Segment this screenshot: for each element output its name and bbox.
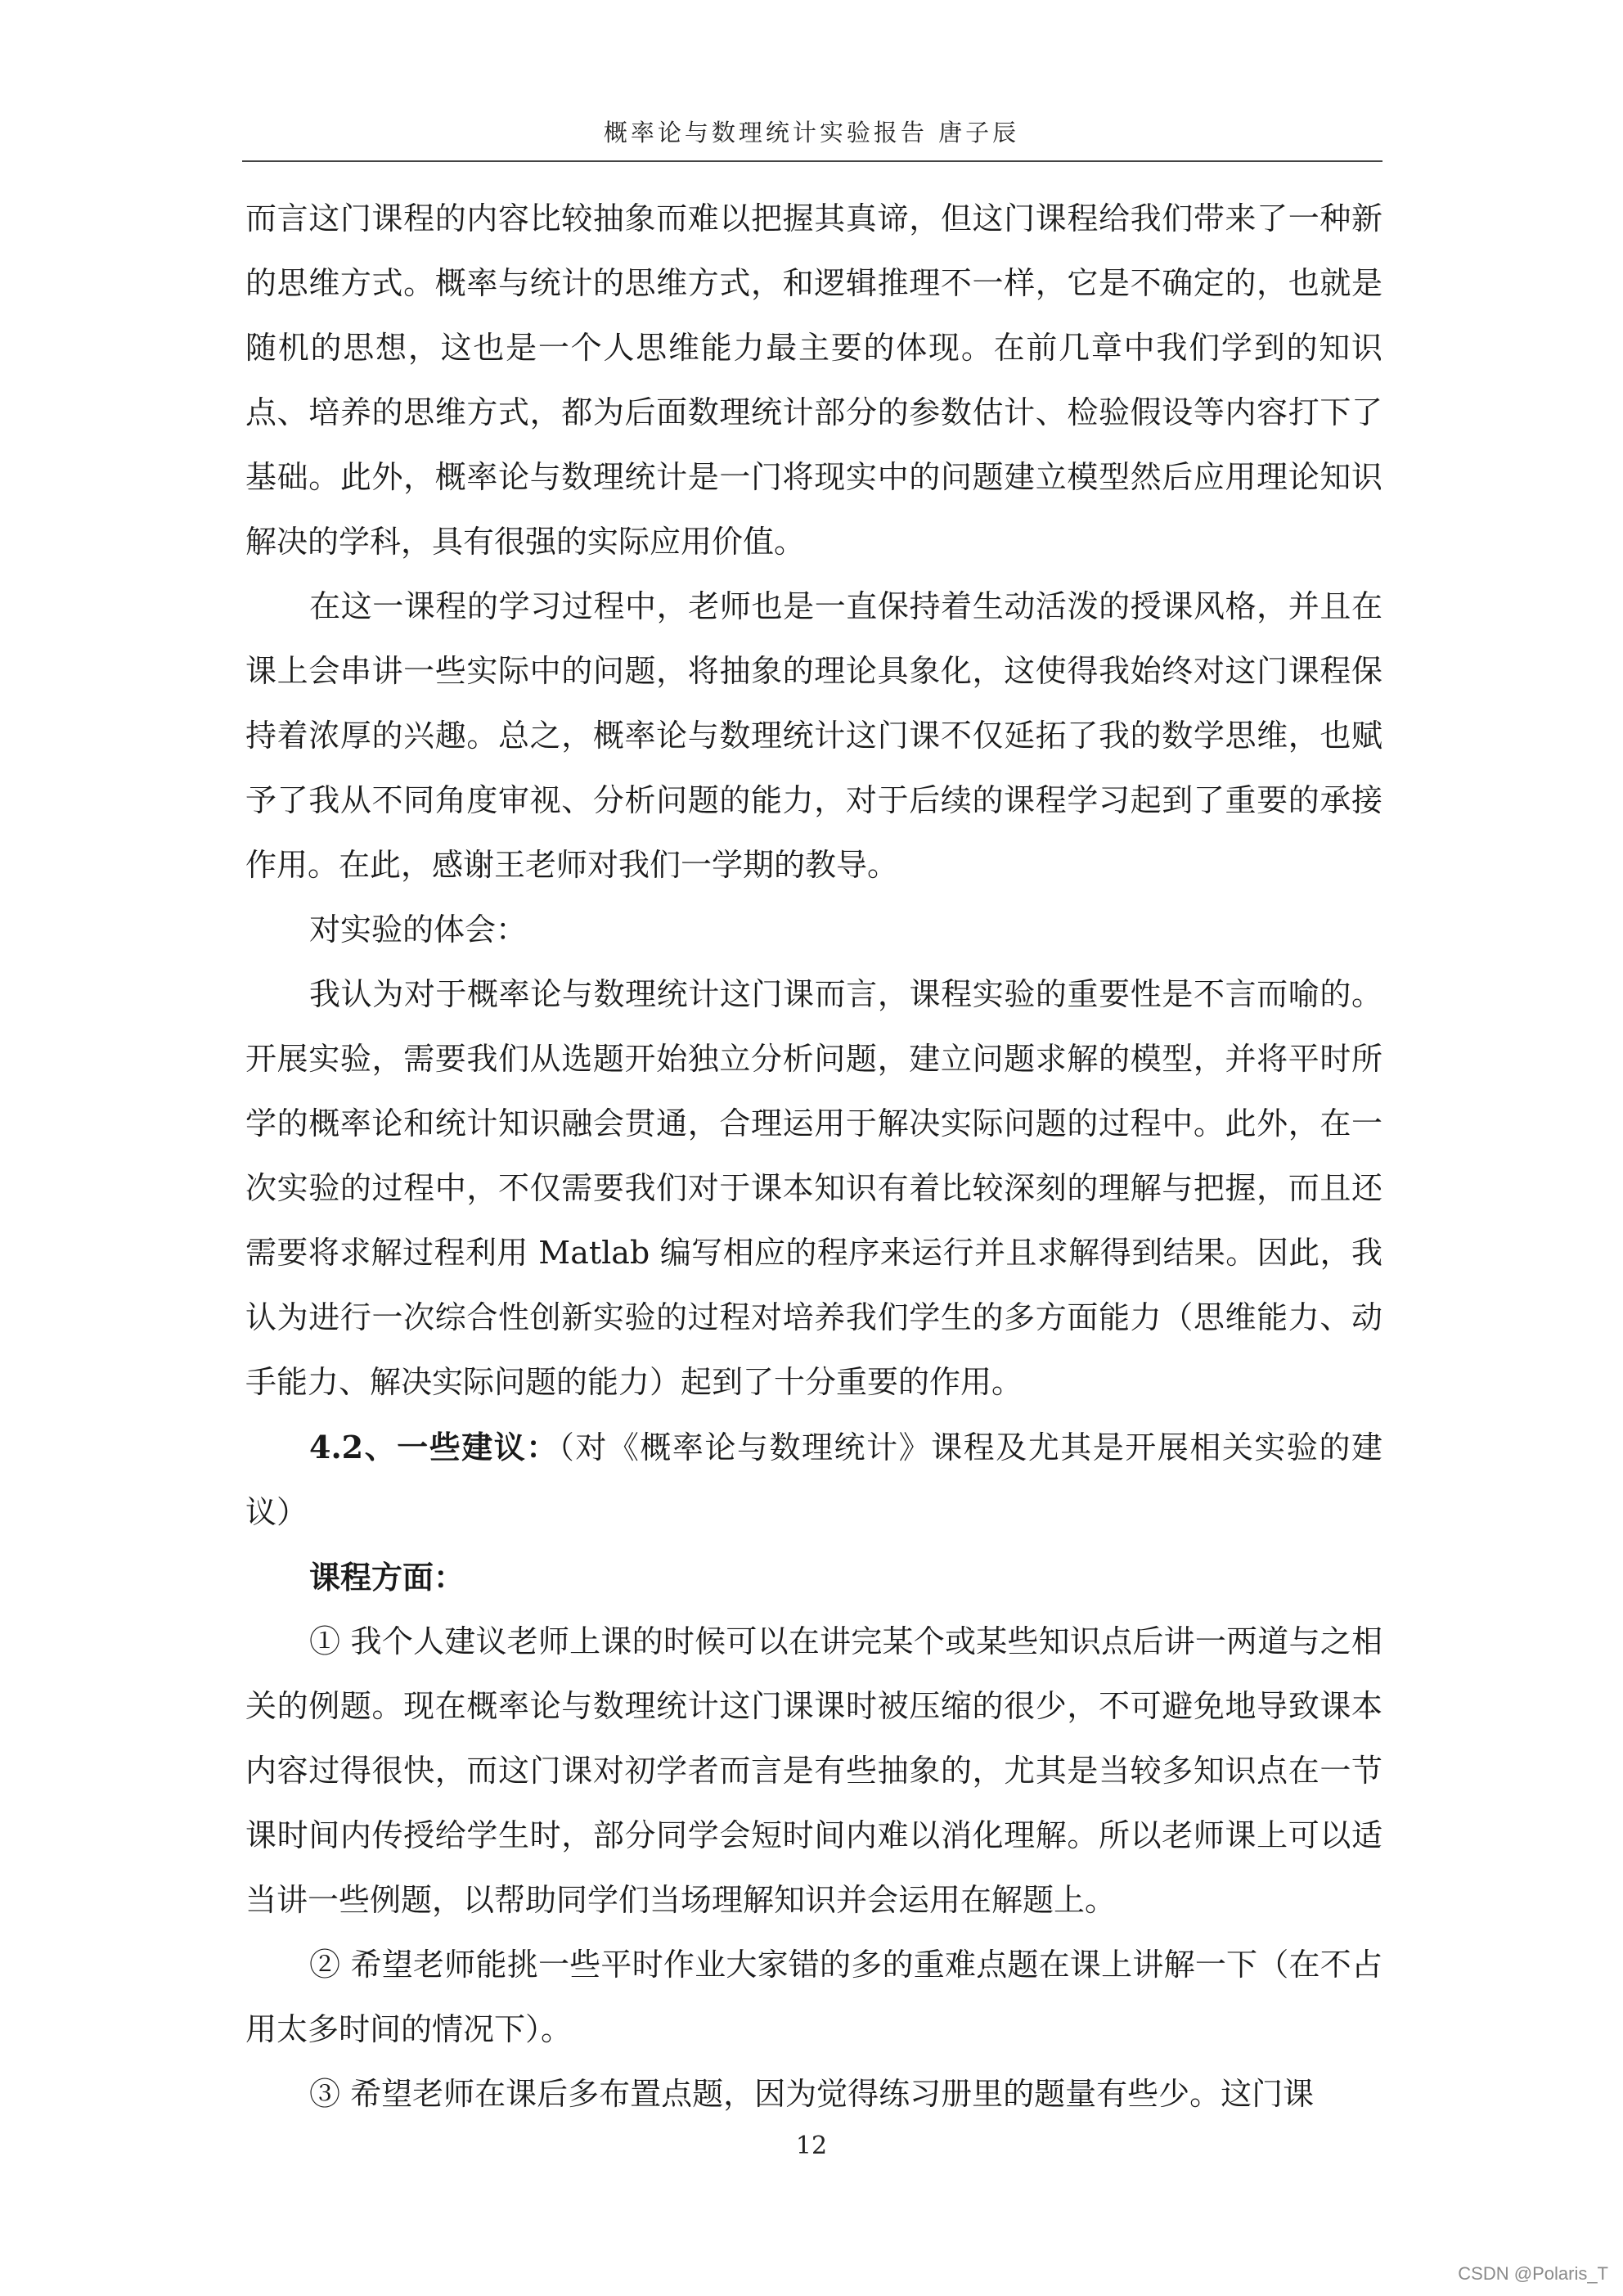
subheading-course: 课程方面： bbox=[309, 1559, 465, 1596]
watermark: CSDN @Polaris_T bbox=[1458, 2263, 1608, 2284]
paragraph-course-reflection-continued: 而言这门课程的内容比较抽象而难以把握其真谛，但这门课程给我们带来了一种新的思维方式。概率与统计的思维方式，和逻辑推理不一样，它是不确定的，也就是随机的思想，这也是一个人思维能力最主要的体现。在前几章中我们学到的知识点、培养的思维方式，都为后面数理统计部分的参数估计、检验假设等内容打下了基础。此外，概率论与数理统计是一门将现实中的问题建立模型然后应用理论知识解决的学科，具有很强的实际应用价值。 bbox=[245, 200, 1382, 560]
section-heading: 4.2、一些建议： bbox=[309, 1429, 559, 1465]
page-number: 12 bbox=[795, 2132, 828, 2160]
document-body bbox=[245, 187, 1382, 2127]
suggestion-item-1: ① 我个人建议老师上课的时候可以在讲完某个或某些知识点后讲一两道与之相关的例题。现在概率论与数理统计这门课课时被压缩的很少，不可避免地导致课本内容过得很快，而这门课对初学者而言是有些抽象的，尤其是当较多知识点在一节课时间内传授给学生时，部分同学会短时间内难以消化理解。所以老师课上可以适当讲一些例题，以帮助同学们当场理解知识并会运用在解题上。 bbox=[245, 1623, 1382, 1918]
section-suggestions bbox=[245, 1415, 1382, 1545]
paragraph-teacher-style: 在这一课程的学习过程中，老师也是一直保持着生动活泼的授课风格，并且在课上会串讲一些实际中的问题，将抽象的理论具象化，这使得我始终对这门课程保持着浓厚的兴趣。总之，概率论与数理统计这门课不仅延拓了我的数学思维，也赋予了我从不同角度审视、分析问题的能力，对于后续的课程学习起到了重要的承接作用。在此，感谢王老师对我们一学期的教导。 bbox=[245, 588, 1382, 883]
suggestion-item-2: ② 希望老师能挑一些平时作业大家错的多的重难点题在课上讲解一下（在不占用太多时间的情况下）。 bbox=[245, 1947, 1382, 2047]
paragraph-experiment-reflection: 我认为对于概率论与数理统计这门课而言，课程实验的重要性是不言而喻的。开展实验，需要我们从选题开始独立分析问题，建立问题求解的模型，并将平时所学的概率论和统计知识融会贯通，合理运用于解决实际问题的过程中。此外，在一次实验的过程中，不仅需要我们对于课本知识有着比较深刻的理解与把握，而且还需要将求解过程利用 Matlab 编写相应的程序来运行并且求解得到结果。因此，我认为进行一次综合性创新实验的过程对培养我们学生的多方面能力（思维能力、动手能力、解决实际问题的能力）起到了十分重要的作用。 bbox=[245, 976, 1382, 1400]
header-divider bbox=[242, 160, 1382, 162]
suggestion-item-3: ③ 希望老师在课后多布置点题，因为觉得练习册里的题量有些少。这门课 bbox=[309, 2076, 1315, 2112]
paragraph-experiment-label: 对实验的体会： bbox=[309, 912, 528, 948]
page-header: 概率论与数理统计实验报告 唐子辰 bbox=[603, 119, 1020, 146]
section-note: （对《概率论与数理统计》课程及尤其是开展相关实验的建议） bbox=[245, 1429, 1382, 1530]
